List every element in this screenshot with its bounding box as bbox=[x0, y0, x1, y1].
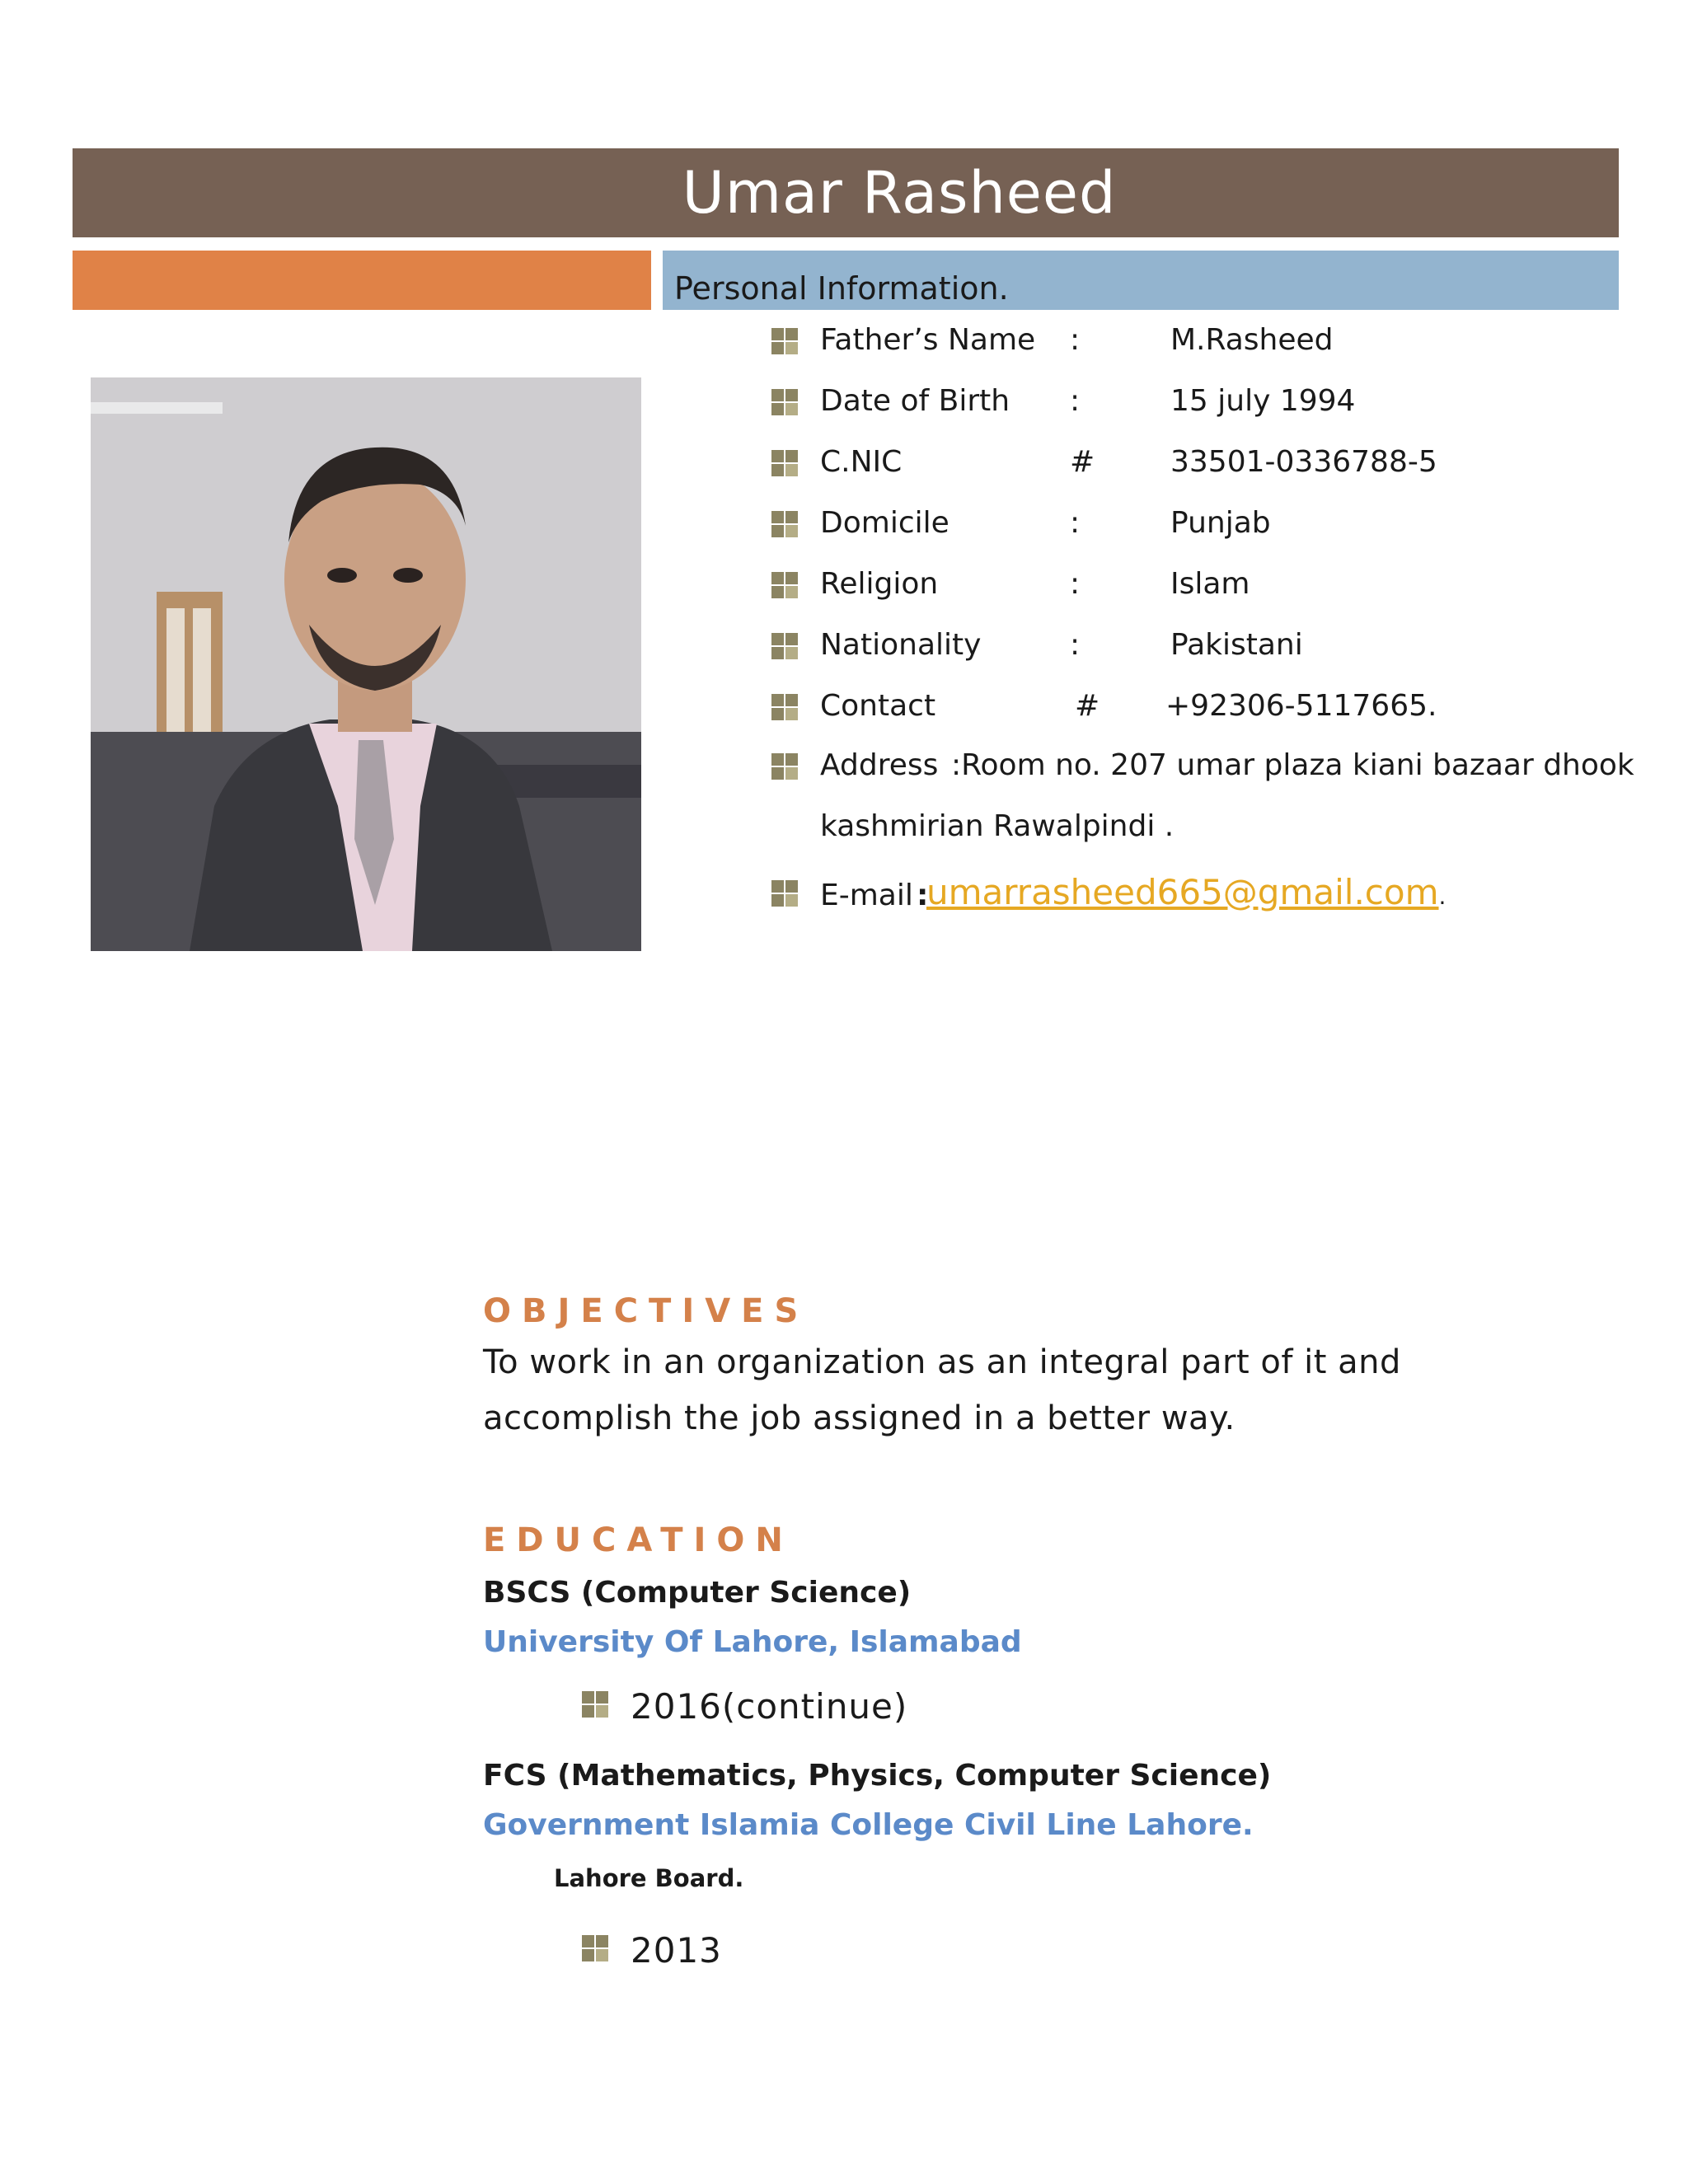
education-heading: EDUCATION bbox=[483, 1521, 794, 1559]
section-bar-personal bbox=[663, 251, 1619, 310]
board-name: Lahore Board. bbox=[554, 1864, 744, 1892]
address-line-2: kashmirian Rawalpindi . bbox=[820, 809, 1175, 843]
person-portrait-icon bbox=[91, 377, 641, 951]
email-label: E-mail bbox=[820, 879, 913, 912]
info-value: M.Rasheed bbox=[1170, 323, 1334, 357]
bullet-icon bbox=[771, 389, 798, 415]
bullet-icon bbox=[771, 694, 798, 720]
address-label: Address bbox=[820, 748, 939, 782]
info-label: Father’s Name bbox=[820, 323, 1036, 357]
section-title-personal: Personal Information. bbox=[674, 270, 1009, 307]
bullet-icon bbox=[771, 328, 798, 354]
info-value: Islam bbox=[1170, 567, 1250, 601]
bullet-icon bbox=[771, 880, 798, 907]
info-label: Contact bbox=[820, 689, 936, 723]
candidate-name: Umar Rasheed bbox=[682, 159, 1117, 227]
info-label: C.NIC bbox=[820, 445, 903, 479]
objectives-line-1: To work in an organization as an integral part of it and bbox=[483, 1343, 1401, 1381]
info-separator: : bbox=[1070, 567, 1081, 601]
info-label: Date of Birth bbox=[820, 384, 1010, 418]
degree-title: BSCS (Computer Science) bbox=[483, 1576, 912, 1610]
info-label: Domicile bbox=[820, 506, 950, 540]
objectives-line-2: accomplish the job assigned in a better way. bbox=[483, 1399, 1236, 1437]
info-value: Punjab bbox=[1170, 506, 1271, 540]
degree-title: FCS (Mathematics, Physics, Computer Science) bbox=[483, 1759, 1272, 1793]
info-separator: : bbox=[1070, 384, 1081, 418]
bullet-icon bbox=[771, 753, 798, 780]
bullet-icon bbox=[771, 633, 798, 659]
email-trail: . bbox=[1438, 883, 1447, 910]
education-year: 2013 bbox=[631, 1930, 722, 1971]
info-value: Pakistani bbox=[1170, 628, 1303, 662]
bullet-icon bbox=[582, 1691, 608, 1718]
info-separator: : bbox=[1070, 628, 1081, 662]
education-year: 2016(continue) bbox=[631, 1686, 908, 1727]
bullet-icon bbox=[582, 1935, 608, 1961]
info-separator: # bbox=[1075, 689, 1100, 723]
institution-name: University Of Lahore, Islamabad bbox=[483, 1625, 1022, 1659]
orange-accent-bar bbox=[73, 251, 651, 310]
info-label: Nationality bbox=[820, 628, 982, 662]
name-title-bar bbox=[73, 148, 1619, 237]
bullet-icon bbox=[771, 511, 798, 537]
info-value: +92306-5117665. bbox=[1165, 689, 1437, 723]
objectives-heading: OBJECTIVES bbox=[483, 1292, 809, 1330]
info-value: 33501-0336788-5 bbox=[1170, 445, 1437, 479]
email-link[interactable]: umarrasheed665@gmail.com bbox=[926, 872, 1439, 912]
bullet-icon bbox=[771, 572, 798, 598]
email-separator: : bbox=[917, 879, 929, 912]
info-separator: : bbox=[1070, 323, 1081, 357]
info-separator: : bbox=[1070, 506, 1081, 540]
bullet-icon bbox=[771, 450, 798, 476]
address-line-1: :Room no. 207 umar plaza kiani bazaar dhook bbox=[951, 748, 1634, 782]
institution-name: Government Islamia College Civil Line Lahore. bbox=[483, 1808, 1254, 1842]
info-separator: # bbox=[1070, 445, 1095, 479]
email-row bbox=[926, 872, 1446, 912]
info-value: 15 july 1994 bbox=[1170, 384, 1356, 418]
info-label: Religion bbox=[820, 567, 939, 601]
profile-photo bbox=[91, 377, 641, 951]
